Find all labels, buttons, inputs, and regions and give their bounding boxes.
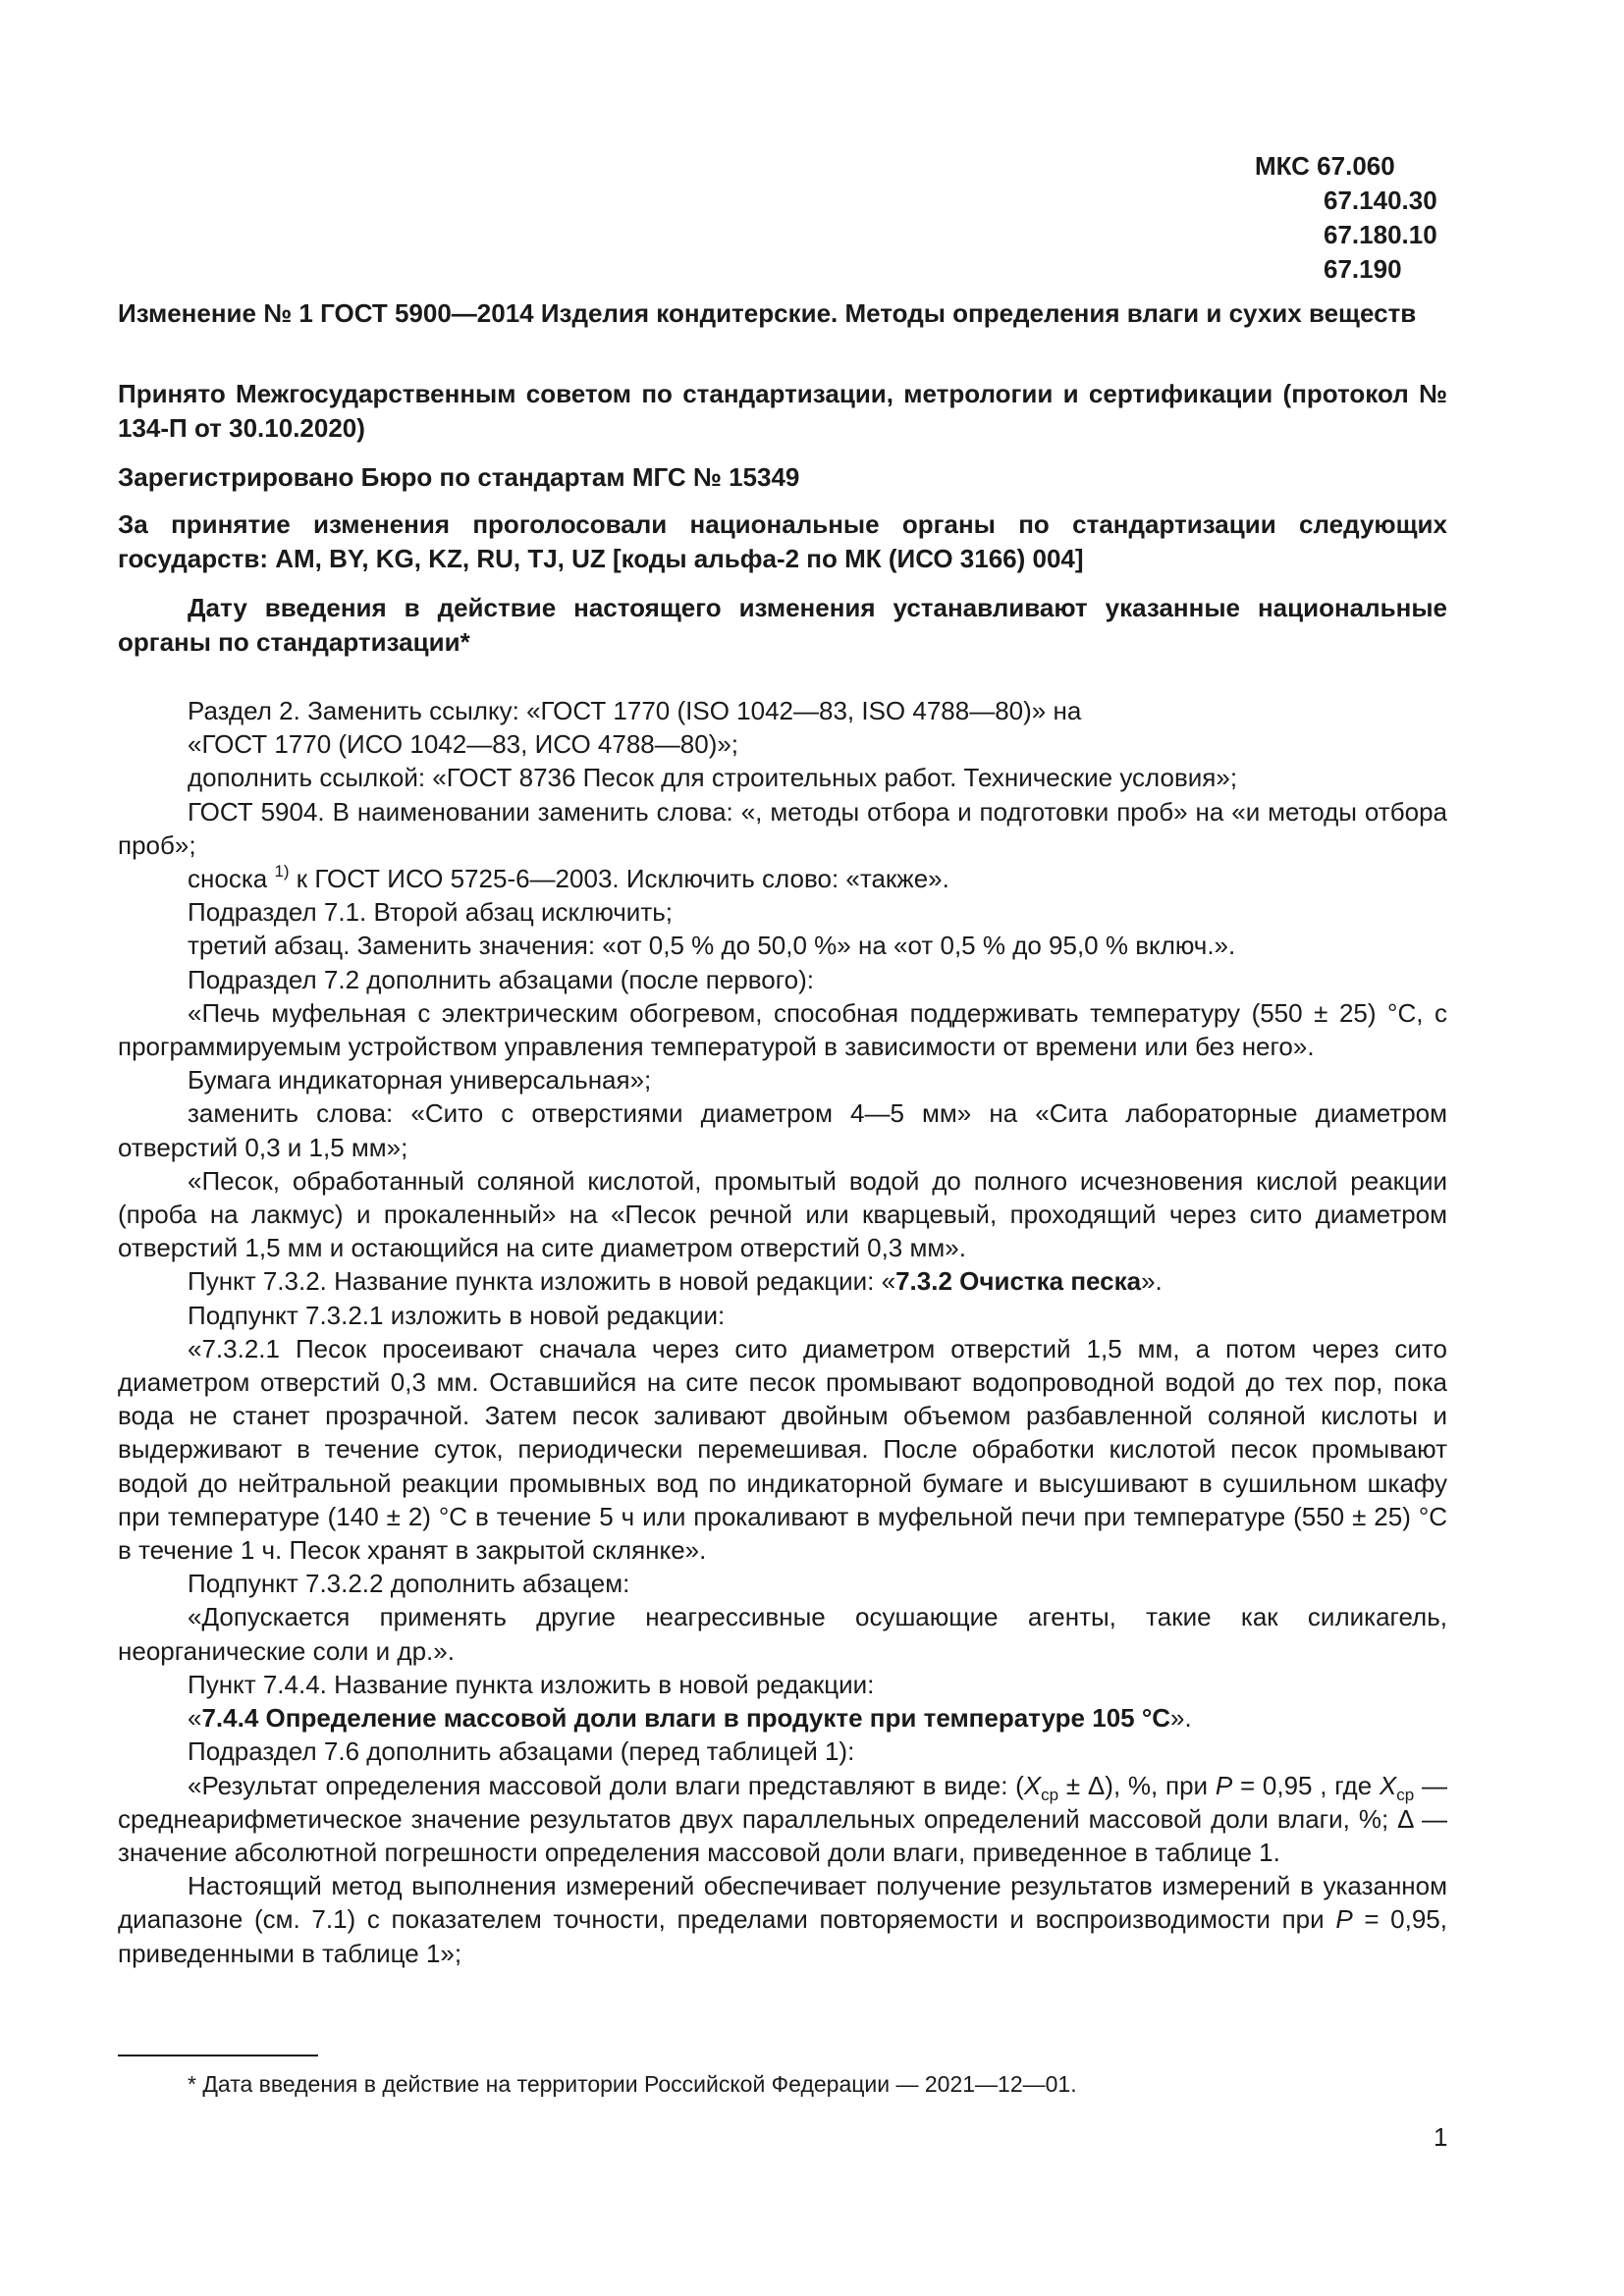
body-paragraph: «Печь муфельная с электрическим обогревом, способная поддерживать температуру (550 ± 25) °С, с программируемым устройством управления температурой в зависимости от времени или без него». bbox=[118, 997, 1447, 1062]
body-paragraph: Подпункт 7.3.2.1 изложить в новой редакции: bbox=[188, 1300, 726, 1330]
body-paragraph: Пункт 7.3.2. Название пункта изложить в новой редакции: «7.3.2 Очистка песка». bbox=[188, 1266, 1163, 1297]
body-paragraph: заменить слова: «Сито с отверстиями диаметром 4—5 мм» на «Сита лабораторные диаметром отверстий 0,3 и 1,5 мм»; bbox=[118, 1098, 1447, 1162]
body-paragraph: «Песок, обработанный соляной кислотой, промытый водой до полного исчезновения кислой реакции (проба на лакмус) и прокаленный» на «Песок речной или кварцевый, проходящий через сито диаметром отверстий 1,5 мм и остающийся на сите диаметром отверстий 0,3 мм». bbox=[118, 1165, 1447, 1263]
body-paragraph: Раздел 2. Заменить ссылку: «ГОСТ 1770 (ISO 1042—83, ISO 4788—80)» на bbox=[188, 696, 1082, 725]
body-paragraph: Подраздел 7.1. Второй абзац исключить; bbox=[188, 897, 674, 928]
body-paragraph: «ГОСТ 1770 (ИСО 1042—83, ИСО 4788—80)»; bbox=[188, 729, 739, 760]
mks-classification-block bbox=[1255, 149, 1437, 287]
mks-code-line: МКС 67.060 bbox=[1255, 151, 1395, 181]
body-paragraph: «7.3.2.1 Песок просеивают сначала через сито диаметром отверстий 1,5 мм, а потом через сито диаметром отверстий 0,3 мм. Оставшийся на сите песок промывают водопроводной водой до тех пор, пока вода не станет прозрачной. Затем песок заливают двойным объемом разбавленной соляной кислоты и выдерживают в течение суток, периодически перемешивая. После обработки кислотой песок промывают водой до нейтральной реакции промывных вод по индикаторной бумаге и высушивают в сушильном шкафу при температуре (140 ± 2) °С в течение 5 ч или прокаливают в муфельной печи при температуре (550 ± 25) °С в течение 1 ч. Песок хранят в закрытой склянке». bbox=[118, 1333, 1447, 1566]
body-paragraph: «Допускается применять другие неагрессивные осушающие агенты, такие как силикагель, неорганические соли и др.». bbox=[118, 1602, 1447, 1666]
body-paragraph: Подраздел 7.6 дополнить абзацами (перед таблицей 1): bbox=[188, 1736, 855, 1767]
formula-symbol: X bbox=[1023, 1770, 1042, 1800]
footnote-ref: 1) bbox=[274, 862, 290, 881]
body-paragraph: Пункт 7.4.4. Название пункта изложить в новой редакции: bbox=[188, 1669, 875, 1699]
body-paragraph: Подраздел 7.2 дополнить абзацами (после первого): bbox=[188, 964, 815, 994]
body-paragraph: третий абзац. Заменить значения: «от 0,5 % до 50,0 %» на «от 0,5 % до 95,0 % включ.». bbox=[188, 931, 1236, 961]
body-paragraph: «7.4.4 Определение массовой доли влаги в продукте при температуре 105 °С». bbox=[188, 1703, 1192, 1734]
body-paragraph: Настоящий метод выполнения измерений обеспечивает получение результатов измерений в указанном диапазоне (см. 7.1) с показателем точности, пределами повторяемости и воспроизводимости при P = 0,95, приведенными в таблице 1»; bbox=[118, 1871, 1447, 1968]
mks-code-line: 67.140.30 bbox=[1324, 186, 1437, 215]
amendment-title: Изменение № 1 ГОСТ 5900—2014 Изделия кондитерские. Методы определения влаги и сухих веществ bbox=[118, 298, 1417, 328]
effective-date-statement: Дату введения в действие настоящего изменения устанавливают указанные национальные органы по стандартизации* bbox=[118, 593, 1447, 657]
bold-title: 7.4.4 Определение массовой доли влаги в продукте при температуре 105 °С bbox=[201, 1703, 1171, 1734]
body-paragraph: «Результат определения массовой доли влаги представляют в виде: $(X_{ср} \pm \Delta)$, %, при P = 0,95 , где $X_{ср}$ — среднеарифметическое значение результатов двух параллельных определений массовой доли влаги, %; Δ — значение абсолютной погрешности определения массовой доли влаги, приведенное в таблице 1. bbox=[118, 1770, 1447, 1867]
footnote-separator bbox=[118, 2055, 318, 2056]
bold-title: 7.3.2 Очистка песка bbox=[895, 1266, 1142, 1297]
formula-symbol: P bbox=[1335, 1904, 1353, 1935]
mks-code-line: 67.190 bbox=[1324, 254, 1402, 284]
body-paragraph: Подпункт 7.3.2.2 дополнить абзацем: bbox=[188, 1569, 630, 1599]
body-paragraph: сноска $^{1)}$ к ГОСТ ИСО 5725-6—2003. Исключить слово: «также». bbox=[188, 862, 949, 894]
formula-symbol: X bbox=[1379, 1770, 1397, 1800]
body-paragraph: ГОСТ 5904. В наименовании заменить слова: «, методы отбора и подготовки проб» на «и методы отбора проб»; bbox=[118, 796, 1447, 860]
formula-symbol: P bbox=[1215, 1770, 1233, 1800]
footnote: * Дата введения в действие на территории Российской Федерации — 2021—12—01. bbox=[188, 2071, 1077, 2097]
amendment-body bbox=[118, 694, 1447, 1970]
adoption-statement: Принято Межгосударственным советом по стандартизации, метрологии и сертификации (протокол № 134-П от 30.10.2020) bbox=[118, 379, 1447, 443]
registration-statement: Зарегистрировано Бюро по стандартам МГС № 15349 bbox=[118, 462, 800, 492]
mks-code-line: 67.180.10 bbox=[1324, 220, 1437, 249]
body-paragraph: Бумага индикаторная универсальная»; bbox=[188, 1065, 652, 1095]
voting-statement: За принятие изменения проголосовали национальные органы по стандартизации следующих государств: AM, BY, KG, KZ, RU, TJ, UZ [коды альфа-2 по МК (ИСО 3166) 004] bbox=[118, 509, 1447, 573]
body-paragraph: дополнить ссылкой: «ГОСТ 8736 Песок для строительных работ. Технические условия»; bbox=[188, 763, 1238, 793]
page-number: 1 bbox=[1434, 2122, 1448, 2152]
